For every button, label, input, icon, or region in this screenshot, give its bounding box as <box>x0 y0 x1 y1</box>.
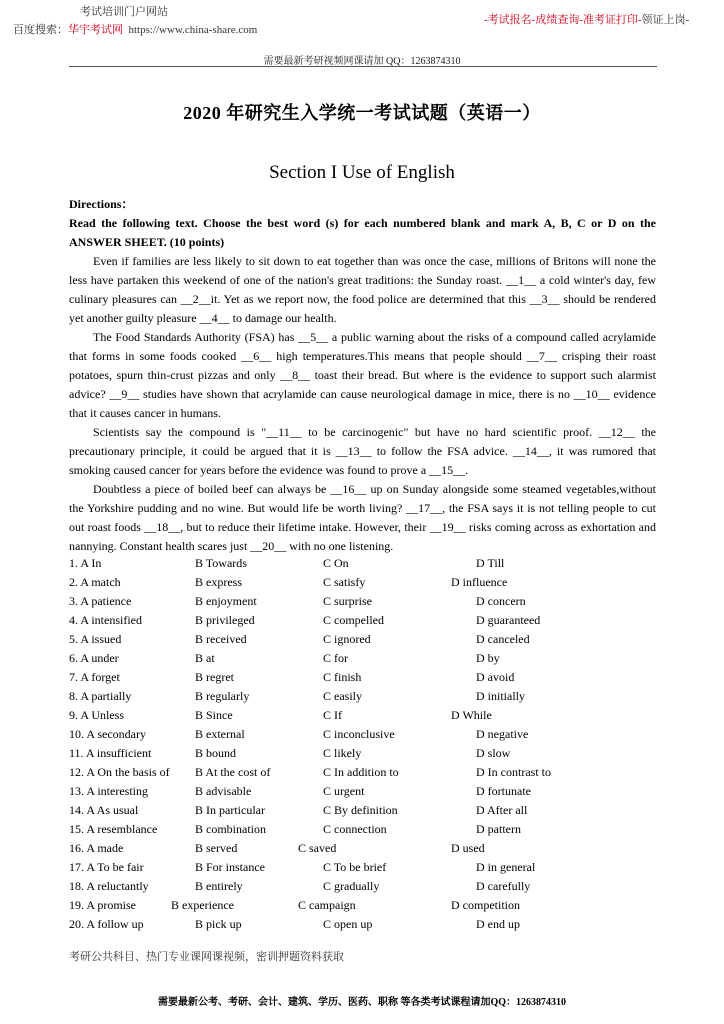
option-d: D initially <box>476 689 525 703</box>
paragraph: Scientists say the compound is "__11__ to be carcinogenic" but have no hard scientific proof. __12__ the precautionary principle, it could be argued that it is __13__ to follow the FSA advice. __14__, it was rumored that smoking caused cancer for years before the evidence was found to prove a __15__. <box>69 425 656 477</box>
option-d: D fortunate <box>476 784 531 798</box>
header-links <box>484 11 689 27</box>
search-label: 百度搜索： <box>13 24 68 36</box>
option-row <box>69 630 669 649</box>
option-row <box>69 592 669 611</box>
option-c: C By definition <box>323 803 398 817</box>
option-row <box>69 858 669 877</box>
option-a: 19. A promise <box>69 898 137 912</box>
option-a: 10. A secondary <box>69 727 146 741</box>
option-b: B bound <box>195 746 237 760</box>
qq-notice: 需要最新考研视频网课请加 QQ：1263874310 <box>263 56 461 67</box>
option-a: 8. A partially <box>69 689 132 703</box>
option-b: B combination <box>195 822 266 836</box>
option-d: D negative <box>476 727 529 741</box>
section-heading: Section I Use of English <box>269 162 455 183</box>
option-c: C gradually <box>323 879 380 893</box>
option-c: C If <box>323 708 342 722</box>
option-c: C inconclusive <box>323 727 395 741</box>
option-b: B pick up <box>195 917 242 931</box>
option-d: D by <box>476 651 500 665</box>
option-a: 11. A insufficient <box>69 746 152 760</box>
instruction-text: Read the following text. Choose the best word (s) for each numbered blank and mark A, B, C or D on the ANSWER SHEET. (10 points) <box>69 216 656 249</box>
page-title: 2020 年研究生入学统一考试试题（英语一） <box>183 103 541 123</box>
option-b: B entirely <box>195 879 243 893</box>
paragraph: Doubtless a piece of boiled beef can always be __16__ up on Sunday alongside some steamed vegetables,without the Yorkshire pudding and no wine. But would life be worth living? __17__, the FSA says it is not telling people to cut out roast foods __18__, but to reduce their lifetime intake. However, their __19__ risks coming across as exhortation and nannying. Constant health scares just __20__ with no one listening. <box>69 482 656 553</box>
option-row <box>69 801 669 820</box>
option-b: B at <box>195 651 215 665</box>
header-divider <box>69 66 657 67</box>
option-c: C satisfy <box>323 575 366 589</box>
option-a: 7. A forget <box>69 670 120 684</box>
option-b: B In particular <box>195 803 265 817</box>
option-a: 15. A resemblance <box>69 822 158 836</box>
option-d: D concern <box>476 594 526 608</box>
option-c: C On <box>323 556 349 570</box>
option-d: D end up <box>476 917 520 931</box>
option-b: B served <box>195 841 238 855</box>
footer-bottom: 需要最新公考、考研、会计、建筑、学历、医药、职称 等各类考试课程请加QQ：1263874310 <box>157 997 567 1008</box>
option-b: B At the cost of <box>195 765 271 779</box>
option-d: D avoid <box>476 670 515 684</box>
option-b: B experience <box>171 898 234 912</box>
option-b: B external <box>195 727 245 741</box>
option-row <box>69 763 669 782</box>
option-a: 20. A follow up <box>69 917 144 931</box>
option-a: 17. A To be fair <box>69 860 144 874</box>
option-a: 18. A reluctantly <box>69 879 149 893</box>
option-row <box>69 706 669 725</box>
option-a: 13. A interesting <box>69 784 148 798</box>
option-d: D In contrast to <box>476 765 551 779</box>
option-row <box>69 782 669 801</box>
option-c: C surprise <box>323 594 372 608</box>
option-row <box>69 896 669 915</box>
option-b: B received <box>195 632 247 646</box>
option-c: C finish <box>323 670 362 684</box>
option-d: D used <box>451 841 485 855</box>
search-line <box>13 21 257 37</box>
option-row <box>69 820 669 839</box>
option-a: 12. A On the basis of <box>69 765 170 779</box>
option-c: C for <box>323 651 348 665</box>
option-d: D While <box>451 708 492 722</box>
option-a: 4. A intensified <box>69 613 142 627</box>
option-d: D pattern <box>476 822 521 836</box>
option-a: 3. A patience <box>69 594 132 608</box>
option-c: C open up <box>323 917 373 931</box>
option-row <box>69 744 669 763</box>
option-d: D After all <box>476 803 528 817</box>
option-a: 6. A under <box>69 651 119 665</box>
option-c: C In addition to <box>323 765 399 779</box>
option-d: D influence <box>451 575 508 589</box>
option-a: 2. A match <box>69 575 121 589</box>
options-list <box>69 554 669 934</box>
directions-label: Directions： <box>69 197 134 211</box>
option-c: C saved <box>298 841 337 855</box>
option-b: B advisable <box>195 784 252 798</box>
site-title: 考试培训门户网站 <box>80 6 168 18</box>
option-row <box>69 668 669 687</box>
option-a: 1. A In <box>69 556 102 570</box>
option-b: B privileged <box>195 613 255 627</box>
footer-note: 考研公共科目、热门专业课网课视频，密训押题资料获取 <box>69 951 344 963</box>
paragraph: The Food Standards Authority (FSA) has __5__ a public warning about the risks of a compound called acrylamide that forms in some foods cooked __6__ high temperatures.This means that people should __7__ crisping their roast potatoes, spurn thin-crust pizzas and only __8__ toast their bread. But where is the evidence to support such alarmist advice? __9__ studies have shown that acrylamide can cause neurological damage in mice, there is no __10__ evidence that it causes cancer in humans. <box>69 330 656 420</box>
option-b: B Towards <box>195 556 247 570</box>
option-c: C easily <box>323 689 362 703</box>
option-b: B regret <box>195 670 234 684</box>
option-b: B regularly <box>195 689 250 703</box>
option-row <box>69 915 669 934</box>
option-row <box>69 877 669 896</box>
option-c: C compelled <box>323 613 384 627</box>
option-d: D canceled <box>476 632 530 646</box>
site-url[interactable]: https://www.china-share.com <box>128 24 258 36</box>
option-a: 5. A issued <box>69 632 122 646</box>
option-row <box>69 611 669 630</box>
option-d: D Till <box>476 556 505 570</box>
option-b: B express <box>195 575 242 589</box>
option-d: D competition <box>451 898 520 912</box>
option-row <box>69 573 669 592</box>
option-d: D carefully <box>476 879 531 893</box>
option-b: B enjoyment <box>195 594 257 608</box>
option-c: C campaign <box>298 898 356 912</box>
option-d: D guaranteed <box>476 613 541 627</box>
option-a: 16. A made <box>69 841 124 855</box>
option-row <box>69 839 669 858</box>
brand-link[interactable]: 华宇考试网 <box>68 24 123 36</box>
option-c: C urgent <box>323 784 365 798</box>
header-links-text[interactable]: -考试报名-成绩查询-准考证打印- <box>484 14 642 26</box>
option-c: C likely <box>323 746 362 760</box>
option-a: 9. A Unless <box>69 708 125 722</box>
option-row <box>69 725 669 744</box>
header-links-tail[interactable]: 领证上岗- <box>641 14 690 26</box>
option-c: C ignored <box>323 632 371 646</box>
option-row <box>69 649 669 668</box>
option-row <box>69 687 669 706</box>
paragraph: Even if families are less likely to sit down to eat together than was once the case, millions of Britons will none the less have partaken this weekend of one of the nation's great traditions: the Sunday roast. __1__ a cold winter's day, few culinary pleasures can __2__it. Yet as we report now, the food police are determined that this __3__ should be rendered yet another guilty pleasure __4__ to damage our health. <box>69 254 656 325</box>
option-a: 14. A As usual <box>69 803 139 817</box>
option-b: B Since <box>195 708 233 722</box>
option-c: C To be brief <box>323 860 387 874</box>
option-b: B For instance <box>195 860 265 874</box>
option-row <box>69 554 669 573</box>
passage <box>69 193 656 556</box>
option-c: C connection <box>323 822 387 836</box>
option-d: D in general <box>476 860 536 874</box>
option-d: D slow <box>476 746 511 760</box>
